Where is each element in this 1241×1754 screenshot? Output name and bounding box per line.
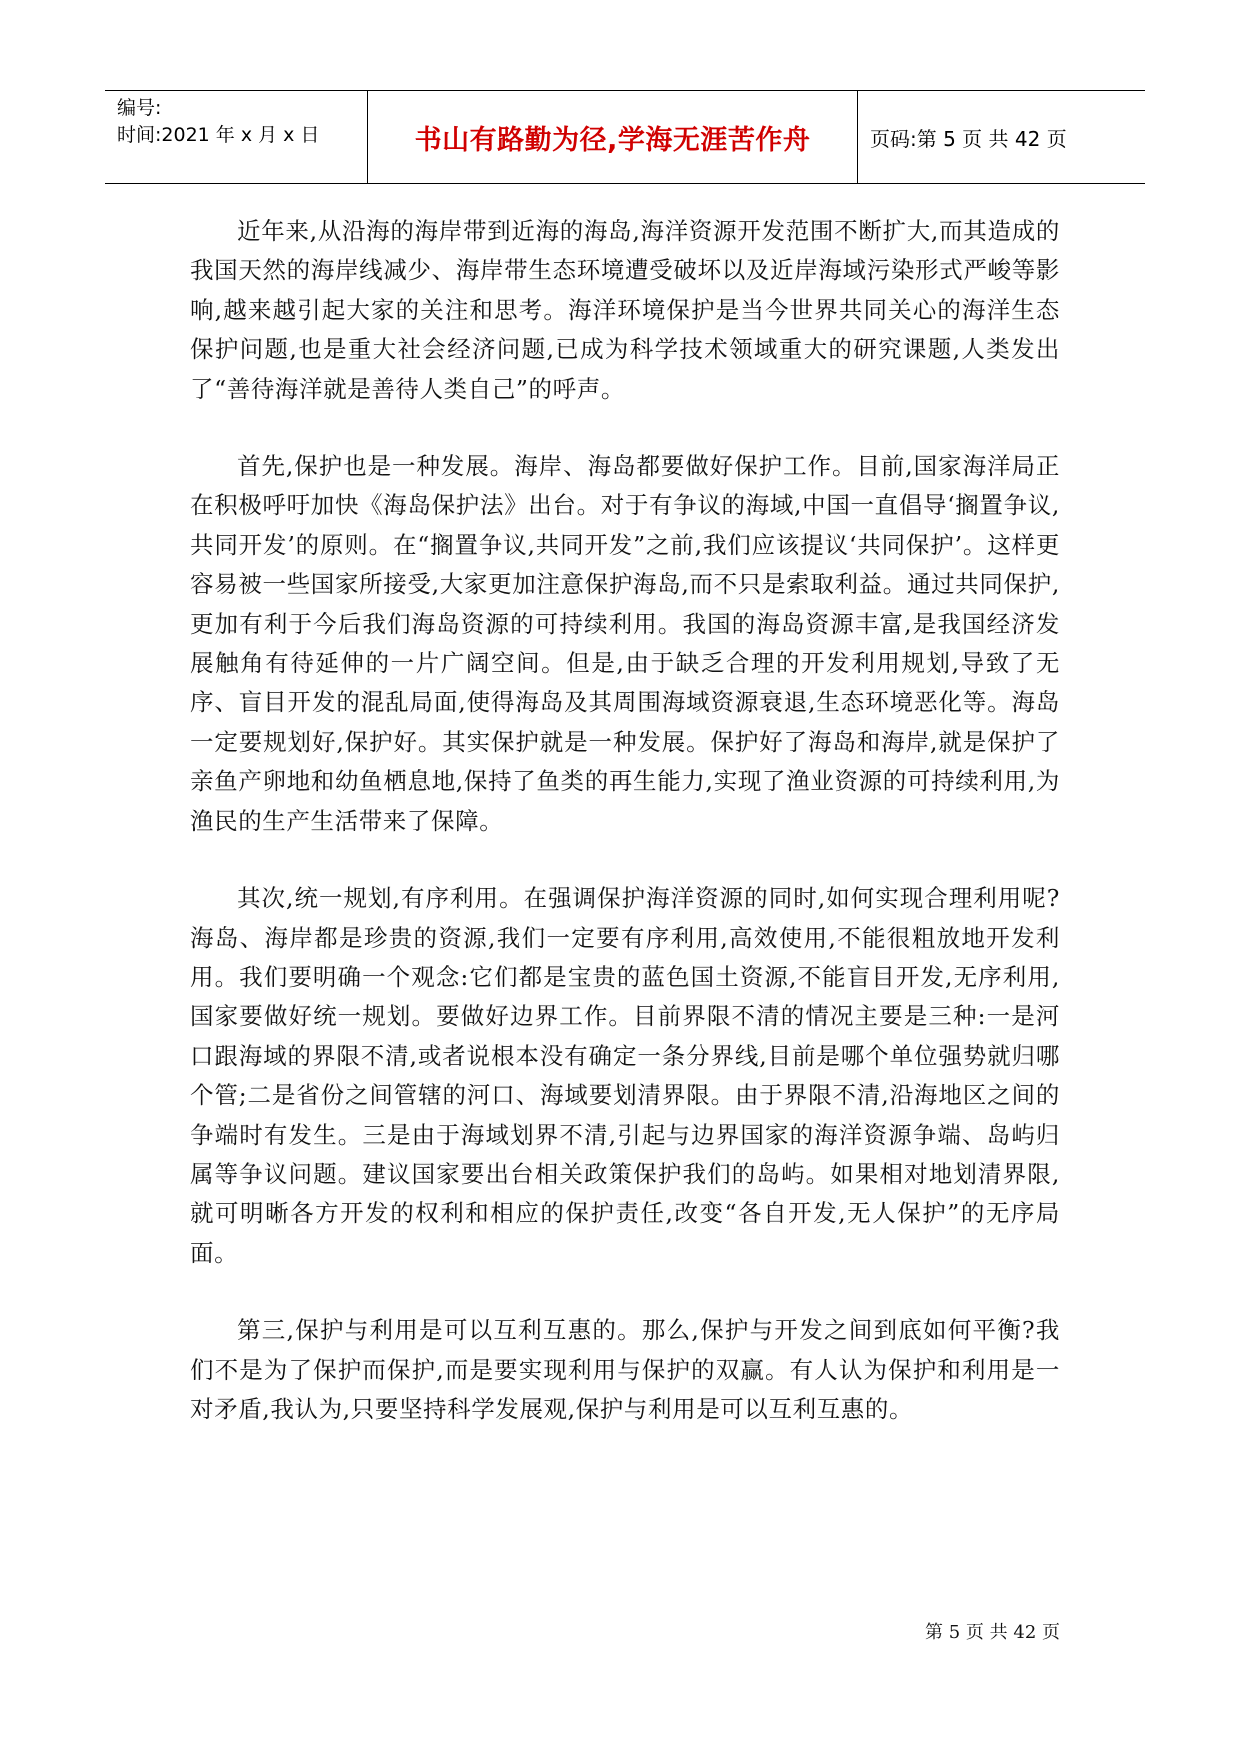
paragraph-intro: 近年来,从沿海的海岸带到近海的海岛,海洋资源开发范围不断扩大,而其造成的我国天然的海岸线减少、海岸带生态环境遭受破坏以及近岸海域污染形式严峻等影响,越来越引起大家的关注和思考。海洋环境保护是当今世界共同关心的海洋生态保护问题,也是重大社会经济问题,已成为科学技术领域重大的研究课题,人类发出了“善待海洋就是善待人类自己”的呼声。 — [190, 217, 1060, 403]
paragraph-first: 首先,保护也是一种发展。海岸、海岛都要做好保护工作。目前,国家海洋局正在积极呼吁加快《海岛保护法》出台。对于有争议的海域,中国一直倡导‘搁置争议,共同开发’的原则。在“搁置争议,共同开发”之前,我们应该提议‘共同保护’。这样更容易被一些国家所接受,大家更加注意保护海岛,而不只是索取利益。通过共同保护,更加有利于今后我们海岛资源的可持续利用。我国的海岛资源丰富,是我国经济发展触角有待延伸的一片广阔空间。但是,由于缺乏合理的开发利用规划,导致了无序、盲目开发的混乱局面,使得海岛及其周围海域资源衰退,生态环境恶化等。海岛一定要规划好,保护好。其实保护就是一种发展。保护好了海岛和海岸,就是保护了亲鱼产卵地和幼鱼栖息地,保持了鱼类的再生能力,实现了渔业资源的可持续利用,为渔民的生产生活带来了保障。 — [190, 452, 1060, 835]
document-number-label: 编号: — [117, 97, 162, 119]
paragraph-third: 第三,保护与利用是可以互利互惠的。那么,保护与开发之间到底如何平衡?我们不是为了保护而保护,而是要实现利用与保护的双赢。有人认为保护和利用是一对矛盾,我认为,只要坚持科学发展观,保护与利用是可以互利互惠的。 — [190, 1316, 1060, 1423]
document-time-label: 时间:2021 年 x 月 x 日 — [117, 124, 320, 146]
header-motto: 书山有路勤为径,学海无涯苦作舟 — [368, 91, 858, 183]
header-meta — [105, 91, 368, 183]
document-header — [105, 90, 1145, 184]
page-footer-number: 第 5 页 共 42 页 — [925, 1622, 1060, 1643]
paragraph-second: 其次,统一规划,有序利用。在强调保护海洋资源的同时,如何实现合理利用呢?海岛、海岸都是珍贵的资源,我们一定要有序利用,高效使用,不能很粗放地开发利用。我们要明确一个观念:它们都是宝贵的蓝色国土资源,不能盲目开发,无序利用,国家要做好统一规划。要做好边界工作。目前界限不清的情况主要是三种:一是河口跟海域的界限不清,或者说根本没有确定一条分界线,目前是哪个单位强势就归哪个管;二是省份之间管辖的河口、海域要划清界限。由于界限不清,沿海地区之间的争端时有发生。三是由于海域划界不清,引起与边界国家的海洋资源争端、岛屿归属等争议问题。建议国家要出台相关政策保护我们的岛屿。如果相对地划清界限,就可明晰各方开发的权利和相应的保护责任,改变“各自开发,无人保护”的无序局面。 — [190, 884, 1060, 1267]
header-page-info: 页码:第 5 页 共 42 页 — [870, 126, 1067, 151]
document-body — [190, 212, 1060, 1467]
